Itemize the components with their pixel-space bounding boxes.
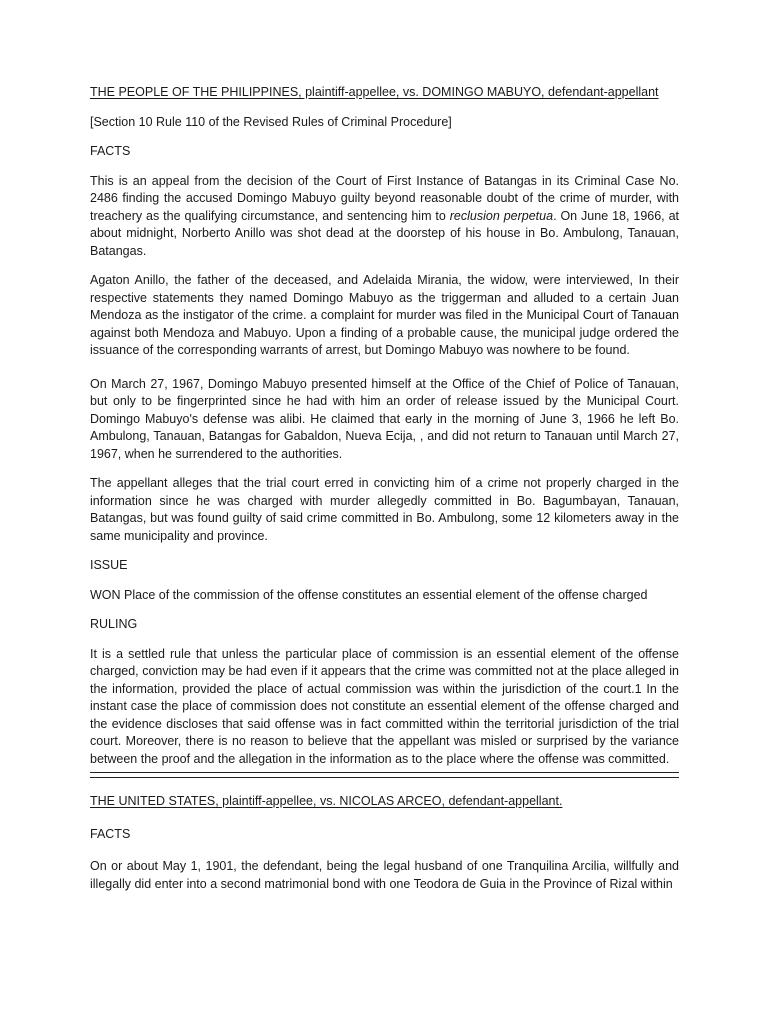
case1-ruling-heading: RULING (90, 617, 138, 631)
case1-citation: [Section 10 Rule 110 of the Revised Rules of Criminal Procedure] (90, 114, 452, 129)
case1-issue-text: WON Place of the commission of the offense constitutes an essential element of the offense charged (90, 587, 648, 602)
case1-title: THE PEOPLE OF THE PHILIPPINES, plaintiff-appellee, vs. DOMINGO MABUYO, defendant-appellant (90, 85, 659, 99)
case1-facts-p1-text-a: This is an appeal from the decision of the Court of First Instance of Batangas in its Criminal Case No. 2486 finding the accused Domingo Mabuyo guilty beyond reasonable doubt of the crime of murder, with treachery as the qualifying circumstance, and sentencing him to (90, 173, 679, 223)
case2-facts-heading: FACTS (90, 826, 131, 841)
case1-ruling-text: It is a settled rule that unless the particular place of commission is an essential element of the offense charged, conviction may be had even if it appears that the crime was committed not at the place alleged in the information, provided the place of actual commission was within the jurisdiction of the court.1 In the instant case the place of commission does not constitute an essential element of the offense charged and the evidence discloses that said offense was in fact committed within the territorial jurisdiction of the trial court. Moreover, there is no reason to believe that the appellant was misled or surprised by the variance between the proof and the allegation in the information as to the place where the offense was committed. (90, 646, 679, 766)
case2-facts-paragraph-1: On or about May 1, 1901, the defendant, being the legal husband of one Tranquilina Arcilia, willfully and illegally did enter into a second matrimonial bond with one Teodora de Guia in the Province of Rizal within (90, 859, 679, 891)
case1-facts-paragraph-3: On March 27, 1967, Domingo Mabuyo presented himself at the Office of the Chief of Police of Tanauan, but only to be fingerprinted since he had with him an order of release issued by the Municipal Court. Domingo Mabuyo's defense was alibi. He claimed that early in the morning of June 3, 1966 he left Bo. Ambulong, Tanauan, Batangas for Gabaldon, Nueva Ecija, , and did not return to Tanauan until March 27, 1967, when he surrendered to the authorities. (90, 376, 679, 461)
case1-issue-heading: ISSUE (90, 558, 128, 572)
case1-facts-paragraph-1 (90, 173, 679, 261)
document-page (90, 84, 679, 893)
case1-facts-p1-text-b: . On June 18, 1966, at about midnight, Norberto Anillo was shot dead at the doorstep of his house in Bo. Ambulong, Tanauan, Batangas. (90, 208, 679, 258)
case1-facts-paragraph-2: Agaton Anillo, the father of the deceased, and Adelaida Mirania, the widow, were interviewed, In their respective statements they named Domingo Mabuyo as the triggerman and alluded to a certain Juan Mendoza as the instigator of the crime. a complaint for murder was filed in the Municipal Court of Tanauan against both Mendoza and Mabuyo. Upon a finding of a probable cause, the municipal judge ordered the issuance of the corresponding warrants of arrest, but Domingo Mabuyo was nowhere to be found. (90, 273, 679, 357)
section-divider (90, 772, 679, 778)
case1-facts-p1-emphasis: reclusion perpetua (449, 208, 554, 223)
case2-title: THE UNITED STATES, plaintiff-appellee, vs. NICOLAS ARCEO, defendant-appellant. (90, 794, 563, 808)
case1-facts-paragraph-4: The appellant alleges that the trial court erred in convicting him of a crime not properly charged in the information since he was charged with murder allegedly committed in Bo. Bagumbayan, Tanauan, Batangas, but was found guilty of said crime committed in Bo. Ambulong, some 12 kilometers away in the same municipality and province. (90, 476, 679, 543)
case1-facts-heading: FACTS (90, 144, 131, 158)
